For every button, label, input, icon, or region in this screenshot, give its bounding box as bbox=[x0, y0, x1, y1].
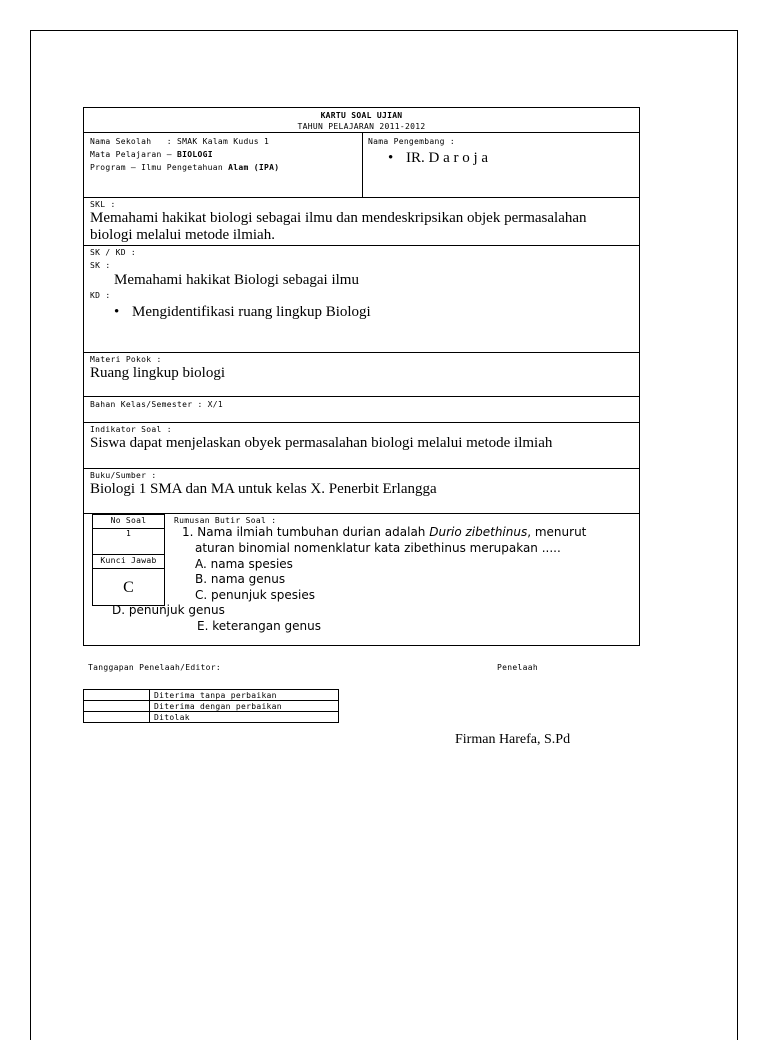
skl-text: Memahami hakikat biologi sebagai ilmu dan mendeskripsikan objek permasalahan biologi melalui metode ilmiah. bbox=[90, 210, 587, 243]
rumusan-label: Rumusan Butir Soal : bbox=[174, 516, 277, 525]
buku-row bbox=[84, 469, 639, 514]
developer-line: • IR. D a r o j a bbox=[388, 150, 489, 166]
indikator-label: Indikator Soal : bbox=[90, 425, 172, 434]
review-check-cell[interactable] bbox=[84, 690, 150, 701]
review-row bbox=[84, 712, 339, 723]
review-check-cell[interactable] bbox=[84, 712, 150, 723]
program-line: Program – Ilmu Pengetahuan Alam (IPA) bbox=[90, 163, 280, 172]
no-soal-label: No Soal bbox=[93, 516, 164, 529]
skkd-label: SK / KD : bbox=[90, 248, 137, 257]
review-row bbox=[84, 690, 339, 701]
card-header bbox=[84, 108, 639, 133]
option-d: D. penunjuk genus bbox=[112, 603, 225, 617]
soal-row bbox=[84, 514, 639, 646]
card-title: KARTU SOAL UJIAN bbox=[320, 111, 403, 120]
skl-row bbox=[84, 198, 639, 246]
option-c: C. penunjuk spesies bbox=[195, 588, 315, 602]
review-table bbox=[83, 689, 339, 723]
option-e: E. keterangan genus bbox=[197, 619, 321, 633]
kunci-label: Kunci Jawab bbox=[93, 556, 164, 569]
penelaah-label: Penelaah bbox=[497, 663, 538, 672]
buku-text: Biologi 1 SMA dan MA untuk kelas X. Penerbit Erlangga bbox=[90, 481, 437, 497]
option-b: B. nama genus bbox=[195, 572, 286, 586]
soal-meta-box bbox=[92, 514, 165, 606]
indikator-text: Siswa dapat menjelaskan obyek permasalahan biologi melalui metode ilmiah bbox=[90, 435, 553, 451]
kd-label: KD : bbox=[90, 291, 111, 300]
school-line: Nama Sekolah : SMAK Kalam Kudus 1 bbox=[90, 137, 270, 146]
kunci-value: C bbox=[123, 579, 134, 596]
card-year: TAHUN PELAJARAN 2011-2012 bbox=[297, 122, 426, 131]
review-row bbox=[84, 701, 339, 712]
review-option: Diterima tanpa perbaikan bbox=[150, 690, 339, 701]
materi-row bbox=[84, 353, 639, 397]
exam-card bbox=[83, 107, 640, 646]
reviewer-name: Firman Harefa, S.Pd bbox=[455, 732, 571, 747]
skl-label: SKL : bbox=[90, 200, 116, 209]
info-divider bbox=[362, 133, 363, 197]
option-a: A. nama spesies bbox=[195, 557, 293, 571]
review-check-cell[interactable] bbox=[84, 701, 150, 712]
bahan-row bbox=[84, 397, 639, 423]
review-option: Diterima dengan perbaikan bbox=[150, 701, 339, 712]
bullet-icon: • bbox=[114, 304, 120, 320]
indikator-row bbox=[84, 423, 639, 469]
info-row bbox=[84, 133, 639, 198]
kd-text: • Mengidentifikasi ruang lingkup Biologi bbox=[114, 304, 371, 320]
review-option: Ditolak bbox=[150, 712, 339, 723]
developer-label: Nama Pengembang : bbox=[368, 137, 455, 146]
sk-text: Memahami hakikat Biologi sebagai ilmu bbox=[114, 272, 359, 288]
no-soal-value: 1 bbox=[93, 529, 164, 555]
question-line2: aturan binomial nomenklatur kata zibethinus merupakan ..... bbox=[195, 541, 561, 555]
bullet-icon: • bbox=[388, 150, 394, 166]
tanggapan-label: Tanggapan Penelaah/Editor: bbox=[88, 663, 222, 672]
materi-label: Materi Pokok : bbox=[90, 355, 162, 364]
bahan-label: Bahan Kelas/Semester : X/1 bbox=[90, 400, 224, 409]
sk-label: SK : bbox=[90, 261, 111, 270]
materi-text: Ruang lingkup biologi bbox=[90, 365, 225, 381]
question-line1: 1. Nama ilmiah tumbuhan durian adalah Durio zibethinus, menurut bbox=[182, 525, 587, 539]
skkd-row bbox=[84, 246, 639, 353]
buku-label: Buku/Sumber : bbox=[90, 471, 157, 480]
subject-line: Mata Pelajaran – BIOLOGI bbox=[90, 150, 213, 159]
